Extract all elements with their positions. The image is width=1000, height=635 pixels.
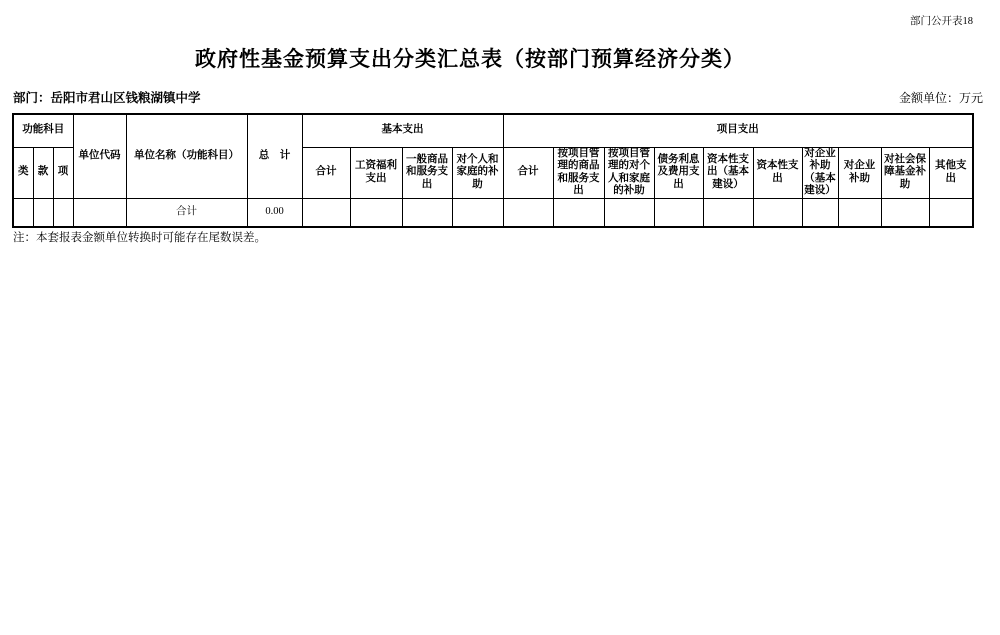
cell-basic-goods <box>402 198 452 227</box>
header-project-capital-basic: 资本性支出（基本建设） <box>703 147 753 198</box>
header-row-groups <box>13 114 973 147</box>
header-basic-group: 基本支出 <box>302 114 503 147</box>
department-label: 部门：岳阳市君山区钱粮湖镇中学 <box>13 91 201 105</box>
cell-project-other <box>929 198 973 227</box>
cell-project-enterprise <box>838 198 881 227</box>
header-basic-subtotal: 合计 <box>302 147 350 198</box>
header-project-enterprise: 对企业补助 <box>838 147 881 198</box>
cell-project-subtotal <box>503 198 553 227</box>
cell-basic-wage <box>350 198 402 227</box>
header-unit-name: 单位名称（功能科目） <box>126 114 247 198</box>
header-basic-individual: 对个人和家庭的补助 <box>452 147 503 198</box>
header-func-item: 项 <box>53 147 73 198</box>
budget-table-wrap <box>12 113 972 228</box>
cell-basic-individual <box>452 198 503 227</box>
cell-project-capital <box>753 198 802 227</box>
header-func-class: 类 <box>13 147 33 198</box>
cell-project-individual <box>604 198 654 227</box>
header-project-capital: 资本性支出 <box>753 147 802 198</box>
cell-project-capital-basic <box>703 198 753 227</box>
header-project-debt: 债务利息及费用支出 <box>654 147 703 198</box>
cell-basic-subtotal <box>302 198 350 227</box>
header-basic-goods: 一般商品和服务支出 <box>402 147 452 198</box>
cell-unit-name: 合计 <box>126 198 247 227</box>
header-project-social-security: 对社会保障基金补助 <box>881 147 929 198</box>
cell-func-section <box>33 198 53 227</box>
header-project-goods: 按项目管理的商品和服务支出 <box>553 147 604 198</box>
header-grand-total: 总 计 <box>247 114 302 198</box>
cell-func-item <box>53 198 73 227</box>
cell-grand-total: 0.00 <box>247 198 302 227</box>
footnote: 注：本套报表金额单位转换时可能存在尾数误差。 <box>13 232 266 244</box>
header-project-other: 其他支出 <box>929 147 973 198</box>
header-project-group: 项目支出 <box>503 114 973 147</box>
header-func-subject: 功能科目 <box>13 114 73 147</box>
header-project-subtotal: 合计 <box>503 147 553 198</box>
meta-row <box>13 88 983 106</box>
amount-unit-label: 金额单位：万元 <box>898 91 983 105</box>
page-title: 政府性基金预算支出分类汇总表（按部门预算经济分类） <box>195 47 745 71</box>
header-basic-wage: 工资福利支出 <box>350 147 402 198</box>
cell-project-social-security <box>881 198 929 227</box>
header-unit-code: 单位代码 <box>73 114 126 198</box>
cell-project-enterprise-basic <box>802 198 838 227</box>
sheet-number: 部门公开表18 <box>910 16 973 27</box>
cell-func-class <box>13 198 33 227</box>
cell-unit-code <box>73 198 126 227</box>
cell-project-goods <box>553 198 604 227</box>
header-func-section: 款 <box>33 147 53 198</box>
header-project-enterprise-basic: 对企业补助（基本建设） <box>802 147 838 198</box>
table-row <box>13 198 973 227</box>
cell-project-debt <box>654 198 703 227</box>
budget-table <box>12 113 974 228</box>
header-project-individual: 按项目管理的对个人和家庭的补助 <box>604 147 654 198</box>
